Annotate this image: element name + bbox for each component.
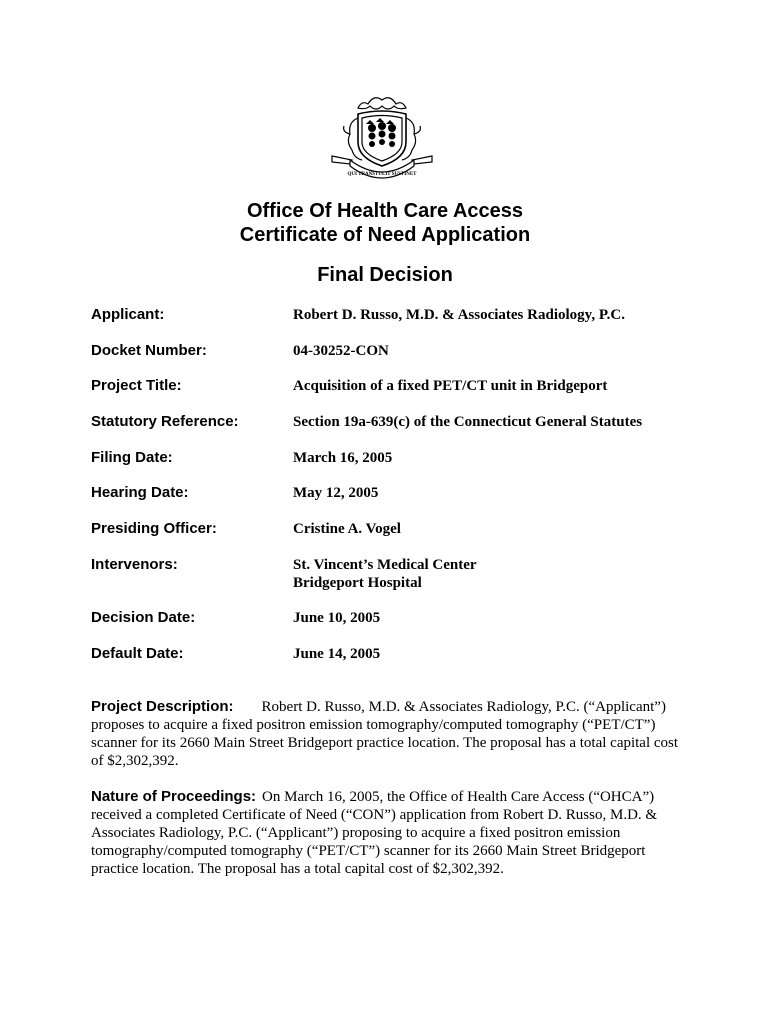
field-value: Cristine A. Vogel: [293, 521, 401, 537]
field-label: Statutory Reference:: [91, 413, 239, 430]
field-value: Robert D. Russo, M.D. & Associates Radiology, P.C.: [293, 307, 625, 323]
paragraph-line: Associates Radiology, P.C. (“Applicant”) proposing to acquire a fixed positron emission: [91, 825, 621, 841]
field-value: May 12, 2005: [293, 485, 379, 501]
paragraph-text: On March 16, 2005, the Office of Health Care Access (“OHCA”): [262, 789, 655, 805]
paragraph-line: practice location. The proposal has a total capital cost of $2,302,392.: [91, 861, 504, 877]
nature-of-proceedings: [91, 788, 706, 878]
field-value: Section 19a-639(c) of the Connecticut General Statutes: [293, 414, 643, 430]
paragraph-text: Robert D. Russo, M.D. & Associates Radiology, P.C. (“Applicant”): [261, 699, 666, 715]
paragraph-line: received a completed Certificate of Need (“CON”) application from Robert D. Russo, M.D. &: [91, 807, 658, 823]
paragraph-label: Nature of Proceedings:: [91, 788, 257, 805]
field-label: Intervenors:: [91, 556, 178, 573]
application-title: Certificate of Need Application: [239, 224, 531, 246]
field-value-second: Bridgeport Hospital: [293, 575, 422, 591]
field-label: Presiding Officer:: [91, 520, 217, 537]
svg-text:QUI TRANSTULIT SUSTINET: QUI TRANSTULIT SUSTINET: [347, 172, 417, 177]
paragraph-label: Project Description:: [91, 698, 234, 715]
paragraph-line: [91, 698, 706, 716]
paragraph-line: proposes to acquire a fixed positron emission tomography/computed tomography (“PET/CT”): [91, 717, 656, 733]
field-label: Decision Date:: [91, 609, 196, 626]
field-label: Hearing Date:: [91, 484, 189, 501]
field-value: Acquisition of a fixed PET/CT unit in Bridgeport: [293, 378, 608, 394]
paragraph-line: tomography/computed tomography (“PET/CT”) scanner for its 2660 Main Street Bridgeport: [91, 843, 646, 859]
field-value: June 10, 2005: [293, 610, 381, 626]
paragraph-line: scanner for its 2660 Main Street Bridgeport practice location. The proposal has a total capital cost: [91, 735, 679, 751]
project-description: [91, 698, 706, 770]
field-label: Docket Number:: [91, 342, 207, 359]
field-value: June 14, 2005: [293, 646, 381, 662]
office-title: Office Of Health Care Access: [246, 200, 524, 222]
field-value: 04-30252-CON: [293, 343, 389, 359]
field-label: Applicant:: [91, 306, 165, 323]
field-label: Project Title:: [91, 377, 182, 394]
field-value: March 16, 2005: [293, 450, 393, 466]
state-seal-logo: [328, 92, 436, 188]
field-value: St. Vincent’s Medical Center: [293, 557, 477, 573]
field-label: Default Date:: [91, 645, 184, 662]
paragraph-line: of $2,302,392.: [91, 753, 179, 769]
field-label: Filing Date:: [91, 449, 173, 466]
decision-title: Final Decision: [317, 264, 453, 286]
paragraph-line: [91, 788, 706, 806]
